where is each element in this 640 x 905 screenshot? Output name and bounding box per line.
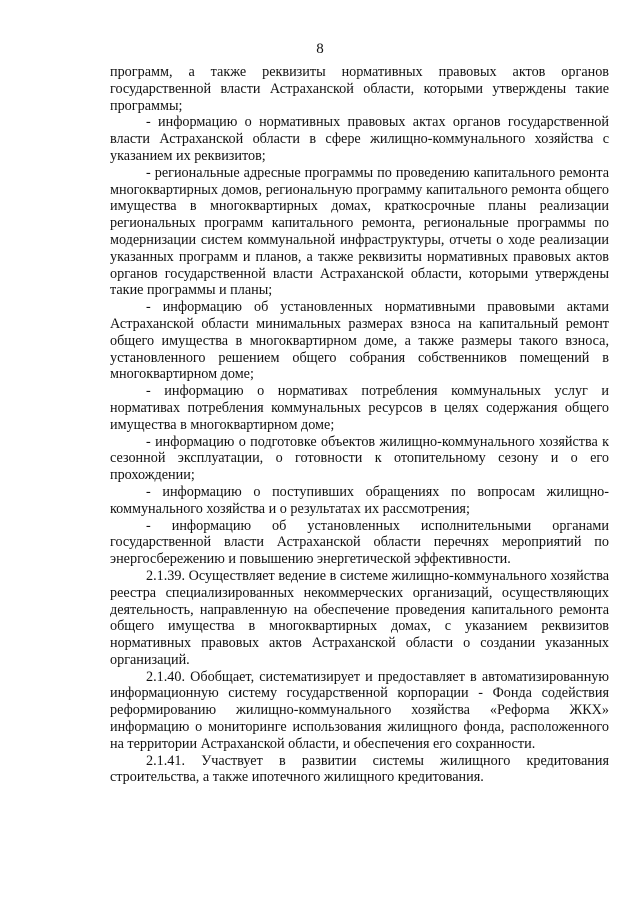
paragraph-minimum-contribution: - информацию об установленных нормативными правовыми актами Астраханской области минимальных размерах взноса на капитальный ремонт общего имущества в многоквартирном доме, а также размеры такого взноса, установленного решением общего собрания собственников помещений в многоквартирном доме; (110, 299, 609, 383)
paragraph-seasonal-preparation: - информацию о подготовке объектов жилищно-коммунального хозяйства к сезонной эксплуатации, о готовности к отопительному сезону и о его прохождении; (110, 433, 609, 484)
paragraph-consumption-norms: - информацию о нормативах потребления коммунальных услуг и нормативах потребления коммунальных ресурсов в целях содержания общего имущества в многоквартирном доме; (110, 383, 609, 433)
body-text (110, 64, 609, 786)
paragraph-energy-saving: - информацию об установленных исполнительными органами государственной власти Астраханской области перечнях мероприятий по энергосбережению и повышению энергетической эффективности. (110, 517, 609, 568)
paragraph-2-1-41: 2.1.41. Участвует в развитии системы жилищного кредитования строительства, а также ипотечного жилищного кредитования. (110, 752, 609, 786)
paragraph-2-1-40: 2.1.40. Обобщает, систематизирует и предоставляет в автоматизированную информационную систему государственной корпорации - Фонда содействия реформированию жилищно-коммунального хозяйства «Реформа ЖКХ» информацию о мониторинге использования жилищного фонда, расположенного на территории Астраханской области, и обеспечения его сохранности. (110, 668, 609, 752)
paragraph-normative-acts-info: - информацию о нормативных правовых актах органов государственной власти Астраханской области в сфере жилищно-коммунального хозяйства с указанием их реквизитов; (110, 114, 609, 164)
paragraph-regional-programs: - региональные адресные программы по проведению капитального ремонта многоквартирных домов, региональную программу капитального ремонта общего имущества в многоквартирных домах, краткосрочные планы реализации региональных программ капитального ремонта, региональные программы по модернизации систем коммунальной инфраструктуры, отчеты о ходе реализации указанных программ и планов, а также реквизиты нормативных правовых актов органов государственной власти Астраханской области, которыми утверждены такие программы и планы; (110, 164, 609, 299)
paragraph-2-1-39: 2.1.39. Осуществляет ведение в системе жилищно-коммунального хозяйства реестра специализированных некоммерческих организаций, осуществляющих деятельность, направленную на обеспечение проведения капитального ремонта общего имущества в многоквартирных домах, с указанием реквизитов нормативных правовых актов Астраханской области о создании указанных организаций. (110, 567, 609, 668)
paragraph-appeals: - информацию о поступивших обращениях по вопросам жилищно-коммунального хозяйства и о результатах их рассмотрения; (110, 483, 609, 517)
page-number: 8 (316, 41, 324, 57)
paragraph-programs-continuation: программ, а также реквизиты нормативных правовых актов органов государственной власти Астраханской области, которыми утверждены такие программы; (110, 64, 609, 114)
